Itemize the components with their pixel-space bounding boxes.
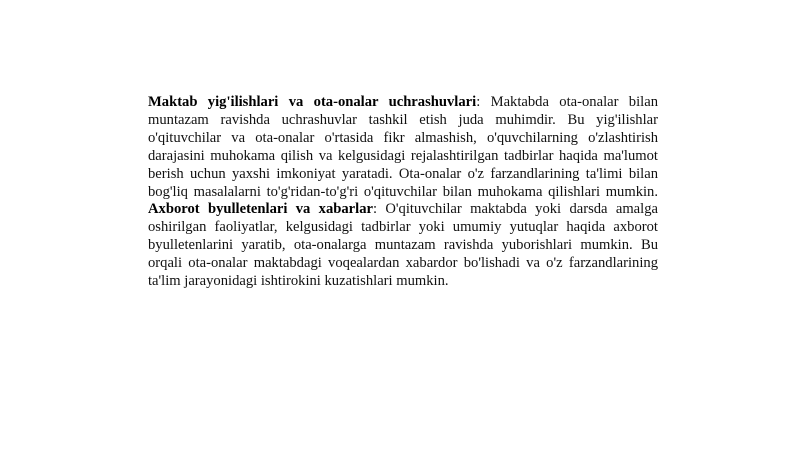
section-heading-newsletters: Axborot byulletenlari va xabarlar — [148, 201, 373, 218]
section-body-newsletters: O'qituvchilar maktabda yoki darsda amalga oshirilgan faoliyatlar, kelgusidagi tadbirlar yoki umumiy yutuqlar haqida axborot byulletenlarini yaratib, ota-onalarga muntazam ravishda yuborishlari mumkin. Bu orqali ota-onalar maktabdagi voqealardan xabardor bo'lishadi va o'z farzandlarining ta'lim jarayonidagi ishtirokini kuzatishlari mumkin. — [148, 201, 658, 290]
heading-separator: : — [372, 201, 378, 218]
document-paragraph — [148, 94, 658, 291]
section-body-meetings: Maktabda ota-onalar bilan muntazam ravishda uchrashuvlar tashkil etish juda muhimdir. Bu yig'ilishlar o'qituvchilar va ota-onalar o'rtasida fikr almashish, o'quvchilarning o'zlashtirish darajasini muhokama qilish va kelgusidagi rejalashtirilgan tadbirlar haqida ma'lumot berish uchun yaxshi imkoniyat yaratadi. Ota-onalar o'z farzandlarining ta'limi bilan bog'liq masalalarni to'g'ridan-to'g'ri o'qituvchilar bilan muhokama qilishlari mumkin. — [148, 94, 658, 200]
section-heading-meetings: Maktab yig'ilishlari va ota-onalar uchrashuvlari — [148, 94, 477, 110]
heading-separator: : — [476, 94, 481, 110]
